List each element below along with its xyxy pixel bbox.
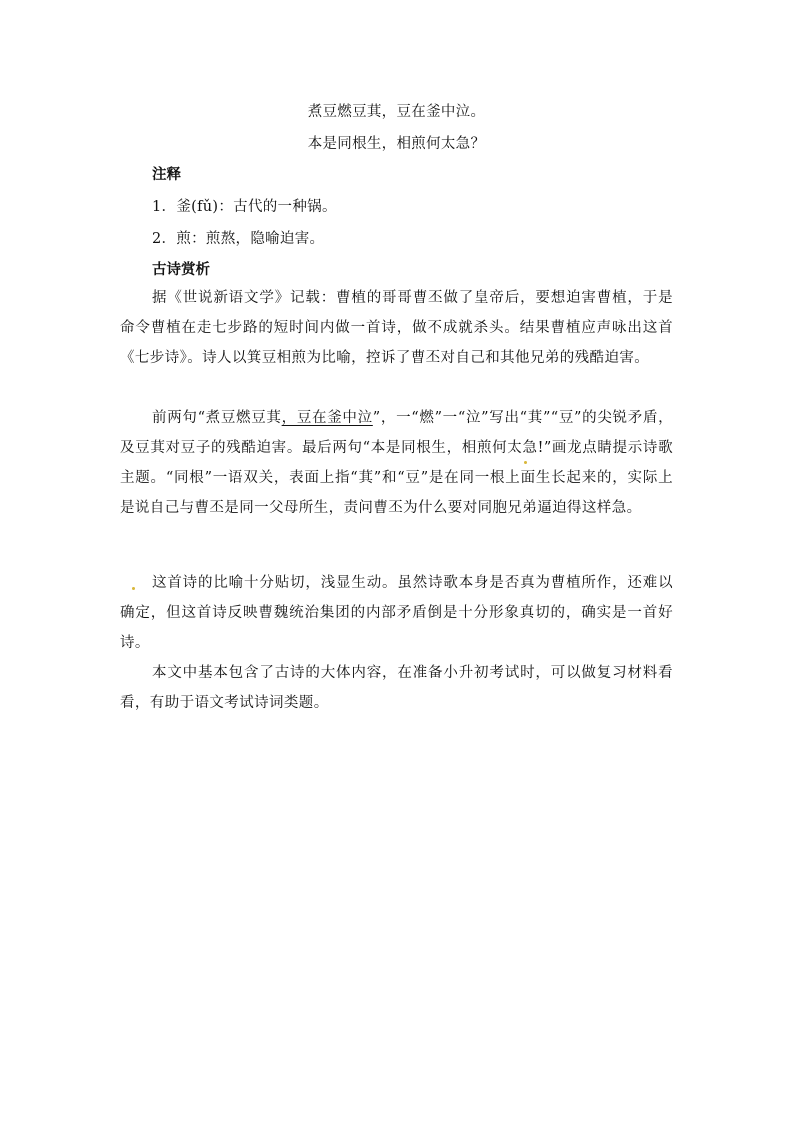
stray-mark — [132, 587, 135, 590]
paragraph-2-text-b: ”，一“燃”一“泣”写出“萁”“豆”的尖锐矛盾，及豆萁对豆子的残酷迫害。最后两句“本是同根生，相煎何太急!”画龙点睛提示诗歌主题。“同根”一语双关，表面上指“萁”和“豆”是在同一根上面生长起来的，实际上是说自己与曹丕是同一父母所生，责问曹丕为什么要对同胞兄弟逼迫得这样急。 — [120, 410, 674, 516]
poem-line-2: 本是同根生，相煎何太急？ — [307, 136, 486, 152]
analysis-paragraph-4: 本文中基本包含了古诗的大体内容，在准备小升初考试时，可以做复习材料看看，有助于语文考试诗词类题。 — [120, 665, 673, 711]
stray-mark — [524, 461, 527, 464]
analysis-heading: 古诗赏析 — [152, 262, 210, 278]
note-item-1: 1．釜(fǔ)：古代的一种锅。 — [152, 199, 337, 215]
analysis-paragraph-2 — [120, 403, 673, 523]
notes-heading: 注释 — [152, 167, 181, 183]
analysis-paragraph-1: 据《世说新语文学》记载：曹植的哥哥曹丕做了皇帝后，要想迫害曹植，于是命令曹植在走七步路的短时间内做一首诗，做不成就杀头。结果曹植应声咏出这首《七步诗》。诗人以箕豆相煎为比喻，控诉了曹丕对自己和其他兄弟的残酷迫害。 — [120, 290, 673, 366]
analysis-paragraph-3: 这首诗的比喻十分贴切，浅显生动。虽然诗歌本身是否真为曹植所作，还难以确定，但这首诗反映曹魏统治集团的内部矛盾倒是十分形象真切的，确实是一首好诗。 — [120, 575, 673, 651]
paragraph-2-text-a: 前两句“煮豆燃豆萁 — [152, 410, 282, 426]
note-item-2: 2．煎：煎熬，隐喻迫害。 — [152, 231, 325, 247]
poem-line-1: 煮豆燃豆萁，豆在釜中泣。 — [307, 104, 486, 120]
underlined-verse: ，豆在釜中泣 — [281, 410, 373, 426]
